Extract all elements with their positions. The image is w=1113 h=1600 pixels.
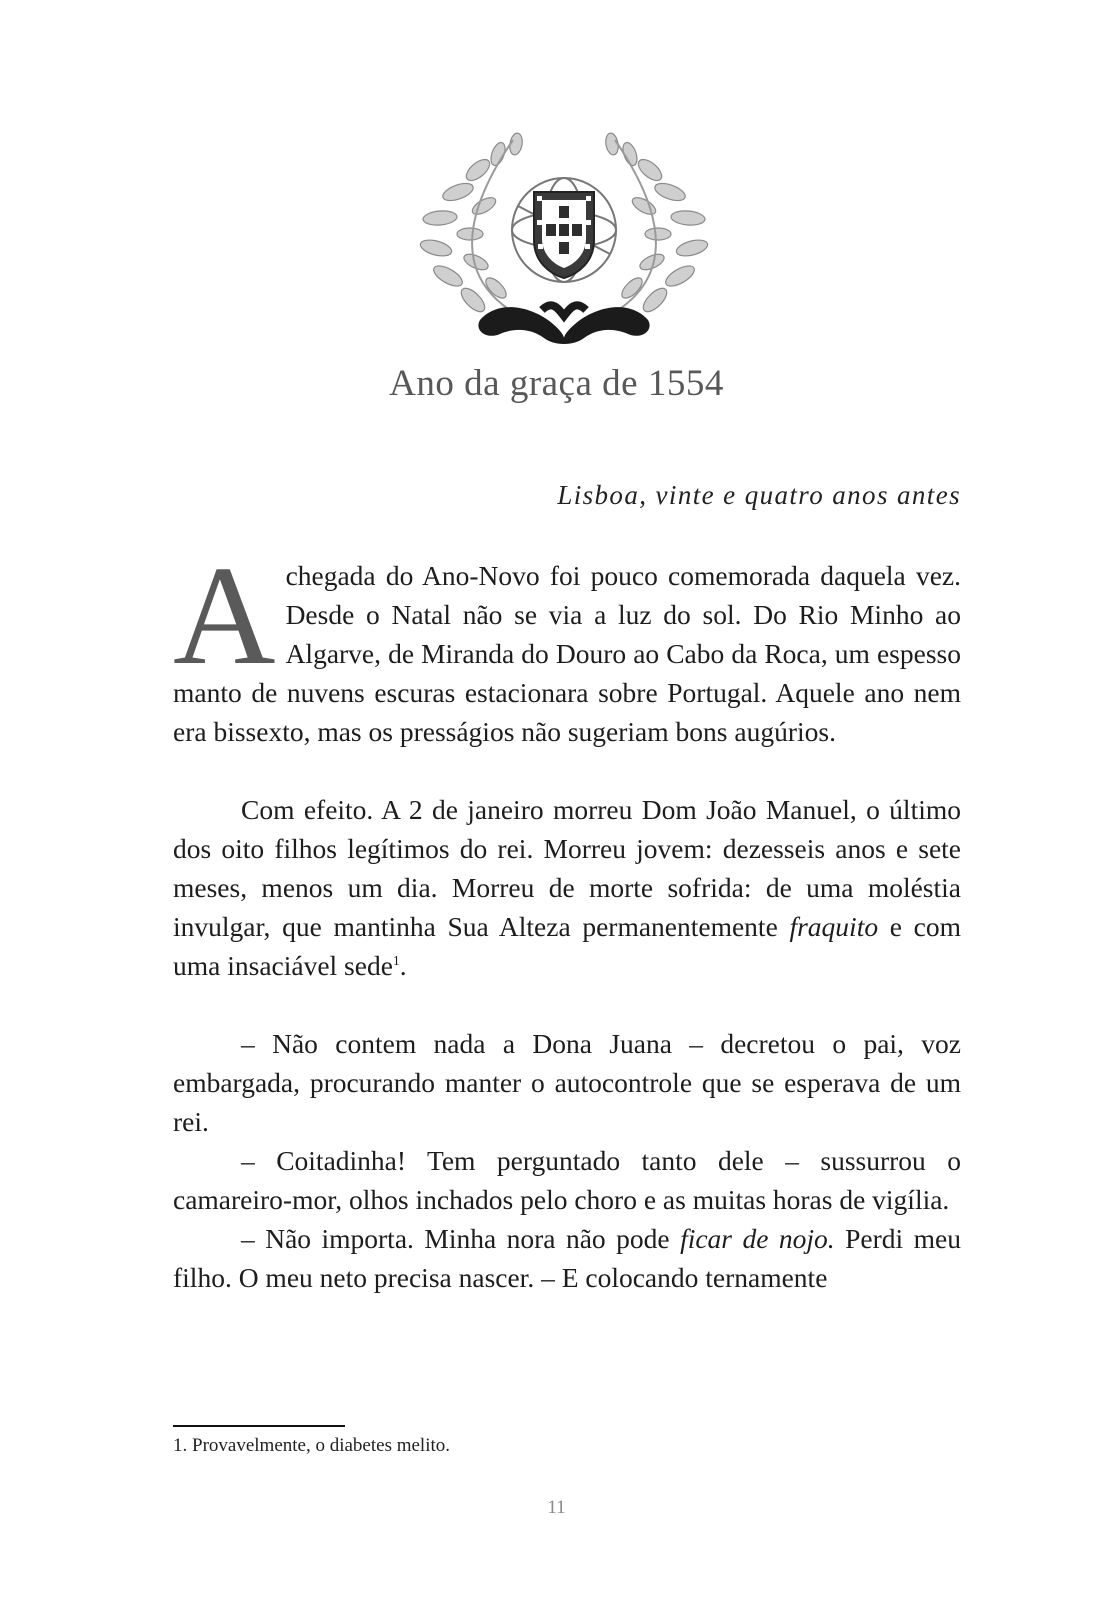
drop-cap: A — [173, 536, 276, 694]
italic-term: ficar de nojo. — [680, 1223, 835, 1254]
paragraph-5: – Não importa. Minha nora não pode ficar de nojo. Perdi meu filho. O meu neto precisa nascer. – E colocando ternamente — [173, 1223, 961, 1293]
italic-term: fraquito — [789, 911, 879, 942]
paragraph-3: – Não contem nada a Dona Juana – decretou o pai, voz embargada, procurando manter o autocontrole que se esperava de um rei. — [173, 1028, 961, 1137]
paragraph-1 — [173, 536, 961, 751]
paragraph-1-text: chegada do Ano-Novo foi pouco comemorada daquela vez. Desde o Natal não se via a luz do sol. Do Rio Minho ao Algarve, de Miranda do Douro ao Cabo da Roca, um espesso manto de nuvens escuras estacionara sobre Portugal. Aquele ano nem era bissexto, mas os presságios não sugeriam bons augúrios. — [173, 560, 961, 747]
chapter-title: Ano da graça de 1554 — [389, 363, 724, 404]
page-number: 11 — [547, 1497, 566, 1518]
coat-of-arms-icon — [418, 130, 710, 352]
footnote-reference: 1 — [392, 952, 400, 968]
paragraph-4: – Coitadinha! Tem perguntado tanto dele – sussurrou o camareiro-mor, olhos inchados pelo choro e as muitas horas de vigília. — [173, 1145, 961, 1215]
footnote-divider — [173, 1425, 345, 1427]
footnote: 1. Provavelmente, o diabetes melito. — [173, 1435, 451, 1456]
chapter-body — [173, 536, 961, 1297]
chapter-subtitle: Lisboa, vinte e quatro anos antes — [557, 480, 961, 510]
paragraph-2: Com efeito. A 2 de janeiro morreu Dom João Manuel, o último dos oito filhos legítimos do rei. Morreu jovem: dezesseis anos e sete meses, menos um dia. Morreu de morte sofrida: de uma moléstia invulgar, que mantinha Sua Alteza permanentemente fraquito e com uma insaciável sede$^1$. — [173, 794, 961, 981]
